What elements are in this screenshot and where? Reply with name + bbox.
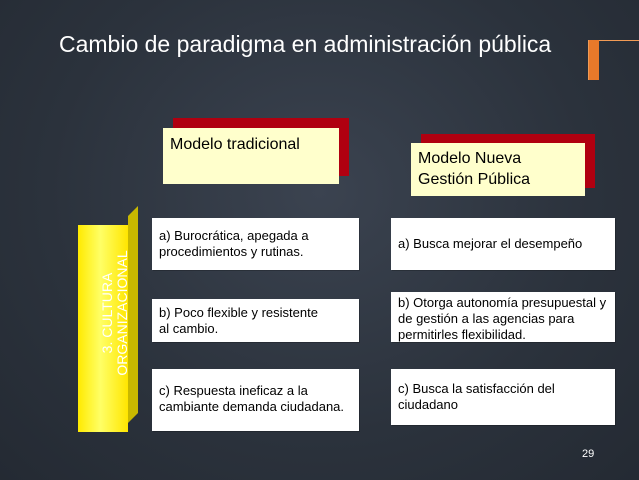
traditional-item-b <box>152 299 359 342</box>
new-item-b-line1: b) Otorga autonomía presupuestal y <box>398 295 607 310</box>
culture-label-line1: 3. CULTURA <box>99 272 115 354</box>
header-new-label-line2: Gestión Pública <box>418 171 531 188</box>
accent-line-horizontal <box>599 40 639 41</box>
traditional-item-a-line1: a) Burocrática, apegada a <box>159 228 309 243</box>
new-item-a-line1: a) Busca mejorar el desempeño <box>398 236 583 251</box>
traditional-item-a <box>152 218 359 270</box>
culture-label-line2: ORGANIZACIONAL <box>114 250 130 376</box>
header-traditional <box>163 118 353 184</box>
new-item-c-line1: c) Busca la satisfacción del <box>398 381 555 396</box>
traditional-item-c <box>152 369 359 431</box>
header-traditional-face <box>163 128 339 184</box>
traditional-item-c-line2: cambiante demanda ciudadana. <box>159 399 345 414</box>
header-traditional-label: Modelo tradicional <box>170 136 300 153</box>
traditional-item-a-line2: procedimientos y rutinas. <box>159 244 304 259</box>
header-new-public-management <box>411 134 597 196</box>
accent-bar <box>589 40 599 80</box>
traditional-item-b-line1: b) Poco flexible y resistente <box>159 305 318 320</box>
new-item-a <box>391 218 615 270</box>
header-new-face <box>411 143 585 196</box>
new-item-b <box>391 292 615 342</box>
accent-line-vertical <box>588 40 589 80</box>
slide-title: Cambio de paradigma en administración pública <box>59 31 552 57</box>
culture-bar <box>78 208 140 432</box>
new-item-b-line2: de gestión a las agencias para <box>398 311 575 326</box>
traditional-item-b-line2: al cambio. <box>159 321 219 336</box>
culture-label <box>100 213 130 413</box>
page-number: 29 <box>582 448 595 460</box>
traditional-item-c-line1: c) Respuesta ineficaz a la <box>159 383 308 398</box>
new-item-c-line2: ciudadano <box>398 397 458 412</box>
new-item-c <box>391 369 615 425</box>
header-new-label-line1: Modelo Nueva <box>418 150 522 167</box>
new-item-b-line3: permitirles flexibilidad. <box>398 327 526 342</box>
